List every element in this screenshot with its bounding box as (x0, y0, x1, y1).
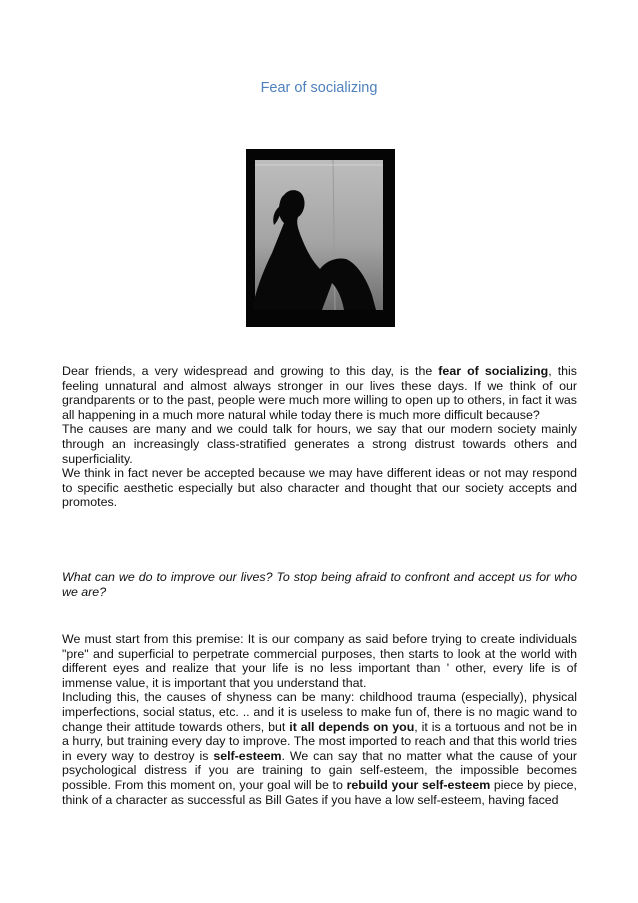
main-p2-bold-1: it all depends on you (289, 719, 415, 734)
silhouette-image (246, 149, 395, 327)
main-p2-text-c: , it is a tortuous and not be in a hurry, but training every day to improve. The most imported to reach and that this world tries in every way to destroy is (62, 719, 577, 763)
intro-p1-text: Dear friends, a very widespread and growing to this day, is the (62, 364, 439, 378)
main-p2-text-d: . We can say that no matter what the cause of your psychological distress if you are training to gain self-esteem, the impossible becomes possible. From this moment on, your goal will be to (62, 748, 577, 792)
intro-paragraph-1 (62, 364, 577, 422)
document-title: Fear of socializing (260, 80, 378, 96)
intro-paragraph-2: The causes are many and we could talk for hours, we say that our modern society mainly through an increasingly class-stratified generates a strong distrust towards others and superficiality. (62, 422, 577, 466)
main-paragraph-2 (62, 690, 577, 807)
intro-paragraph-3: We think in fact never be accepted because we may have different ideas or not may respond to specific aesthetic especially but also character and thought that our society accepts and promotes. (62, 466, 577, 510)
intro-section (62, 364, 577, 510)
main-paragraph-1: We must start from this premise: It is our company as said before trying to create individuals "pre" and superficial to perpetrate commercial purposes, then starts to look at the world with different eyes and realize that your life is no less important than ' other, every life is of immense value, it is important that you understand that. (62, 632, 577, 690)
main-p2-bold-3: rebuild your self-esteem (346, 777, 491, 792)
silhouette-photo (246, 149, 395, 327)
intro-p1-bold: fear of socializing (438, 364, 549, 378)
intro-p1-text-end: , this feeling unnatural and almost always stronger in our lives these days. If we think of our grandparents or to the past, people were much more willing to open up to others, in fact it was all happening in a much more natural while today there is much more difficult because? (62, 364, 577, 422)
question-paragraph: What can we do to improve our lives? To stop being afraid to confront and accept us for who we are? (62, 570, 577, 599)
main-p2-text-e: piece by piece, think of a character as successful as Bill Gates if you have a low self-esteem, having faced (62, 777, 577, 807)
main-p2-bold-2: self-esteem (213, 748, 282, 763)
main-p2-text-a: Including this, the causes of shyness can be many: childhood trauma (especially), physical imperfections, social status, etc. .. and it is useless to make fun of, there is no magic wand to change their attitude towards others, but (62, 690, 577, 734)
main-section (62, 632, 577, 807)
